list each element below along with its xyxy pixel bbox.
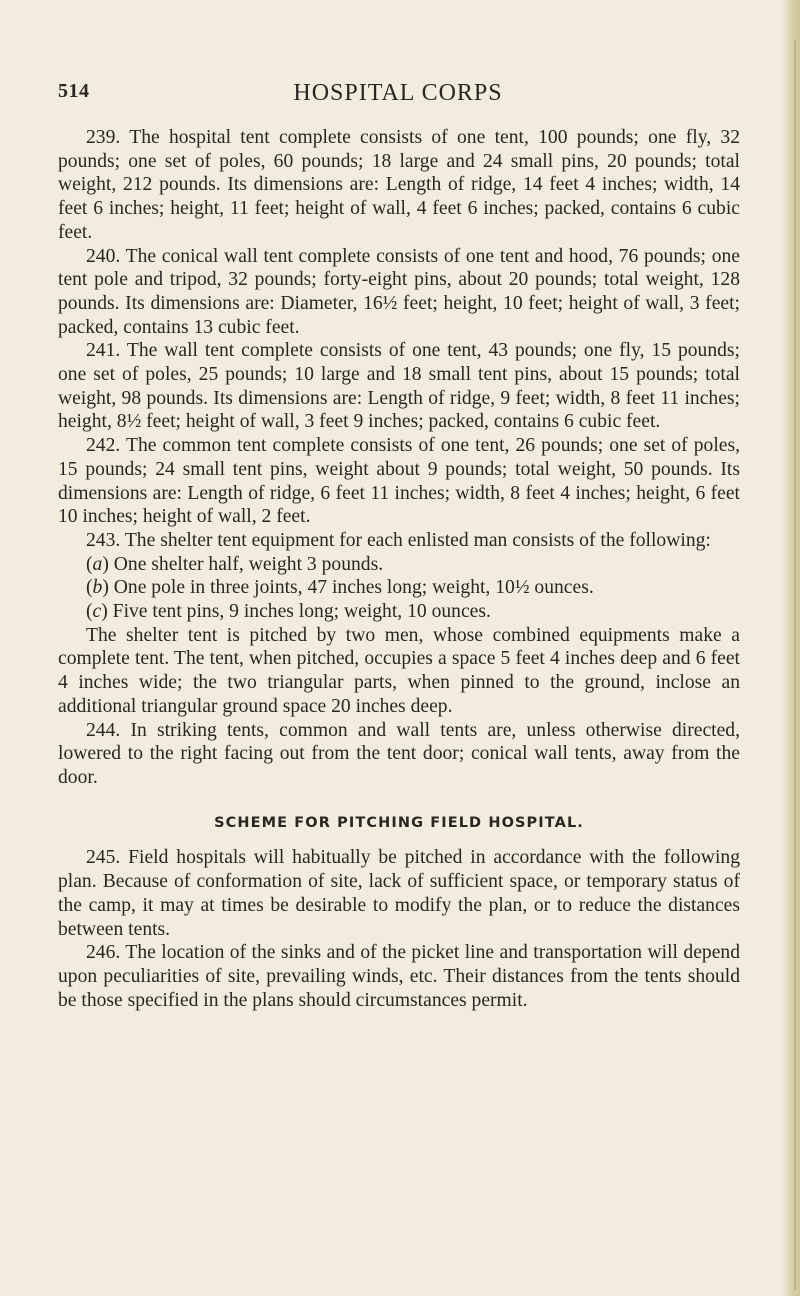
list-item-text: One shelter half, weight 3 pounds. [113,553,384,575]
paragraph-243: 243. The shelter tent equipment for each enlisted man consists of the following: [86,529,711,551]
paragraph-240: 240. The conical wall tent complete consists of one tent and hood, 76 pounds; one tent pole and tripod, 32 pounds; forty-eight pins, about 20 pounds; total weight, 128 pounds. Its dimensions are: Diameter, 16½ feet; height, 10 feet; height of wall, 3 feet; packed, contains 13 cubic feet. [58,245,740,338]
list-item-text: One pole in three joints, 47 inches long; weight, 10½ ounces. [113,577,594,599]
paragraph-242: 242. The common tent complete consists of one tent, 26 pounds; one set of poles, 15 pounds; 24 small tent pins, weight about 9 pounds; total weight, 50 pounds. Its dimensions are: Length of ridge, 6 feet 11 inches; width, 8 feet 4 inches; height, 6 feet 10 inches; height of wall, 2 feet. [58,435,740,528]
section-heading: SCHEME FOR PITCHING FIELD HOSPITAL. [214,814,584,831]
list-marker: c [92,601,102,623]
paragraph-245: 245. Field hospitals will habitually be pitched in accordance with the following plan. Because of conformation of site, lack of sufficient space, or temporary status of the camp, it may at times be desirable to modify the plan, or to reduce the distances between tents. [58,847,740,940]
page-header [58,80,738,110]
paragraph-244: 244. In striking tents, common and wall tents are, unless otherwise directed, lowered to the right facing out from the tent door; conical wall tents, away from the door. [58,719,740,788]
body-text [58,126,740,1012]
running-title: HOSPITAL CORPS [293,80,503,106]
list-item-c: (c) Five tent pins, 9 inches long; weight, 10 ounces. [86,601,491,623]
paragraph-239: 239. The hospital tent complete consists of one tent, 100 pounds; one fly, 32 pounds; one set of poles, 60 pounds; 18 large and 24 small pins, 20 pounds; total weight, 212 pounds. Its dimensions are: Length of ridge, 14 feet 4 inches; width, 14 feet 6 inches; height, 11 feet; height of wall, 4 feet 6 inches; packed, contains 6 cubic feet. [58,127,740,243]
list-marker: a [92,553,103,575]
page-number: 514 [58,80,90,102]
page-edge-shadow [782,0,800,1296]
paragraph-241: 241. The wall tent complete consists of one tent, 43 pounds; one fly, 15 pounds; one set of poles, 25 pounds; 10 large and 18 small tent pins, about 15 pounds; total weight, 98 pounds. Its dimensions are: Length of ridge, 9 feet; width, 8 feet 11 inches; height, 8½ feet; height of wall, 3 feet 9 inches; packed, contains 6 cubic feet. [58,340,740,433]
page-edge-line [794,40,796,1290]
list-item-b: (b) One pole in three joints, 47 inches long; weight, 10½ ounces. [86,577,594,599]
paragraph-shelter-pitching: The shelter tent is pitched by two men, whose combined equipments make a complete tent. The tent, when pitched, occupies a space 5 feet 4 inches deep and 6 feet 4 inches wide; the two triangular parts, when pinned to the ground, inclose an additional triangular ground space 20 inches deep. [58,624,740,717]
list-item-a: (a) One shelter half, weight 3 pounds. [86,553,384,575]
list-item-text: Five tent pins, 9 inches long; weight, 10 ounces. [112,601,491,623]
paragraph-246: 246. The location of the sinks and of the picket line and transportation will depend upon peculiarities of site, prevailing winds, etc. Their distances from the tents should be those specified in the plans should circumstances permit. [58,942,740,1011]
list-marker: b [92,577,103,599]
